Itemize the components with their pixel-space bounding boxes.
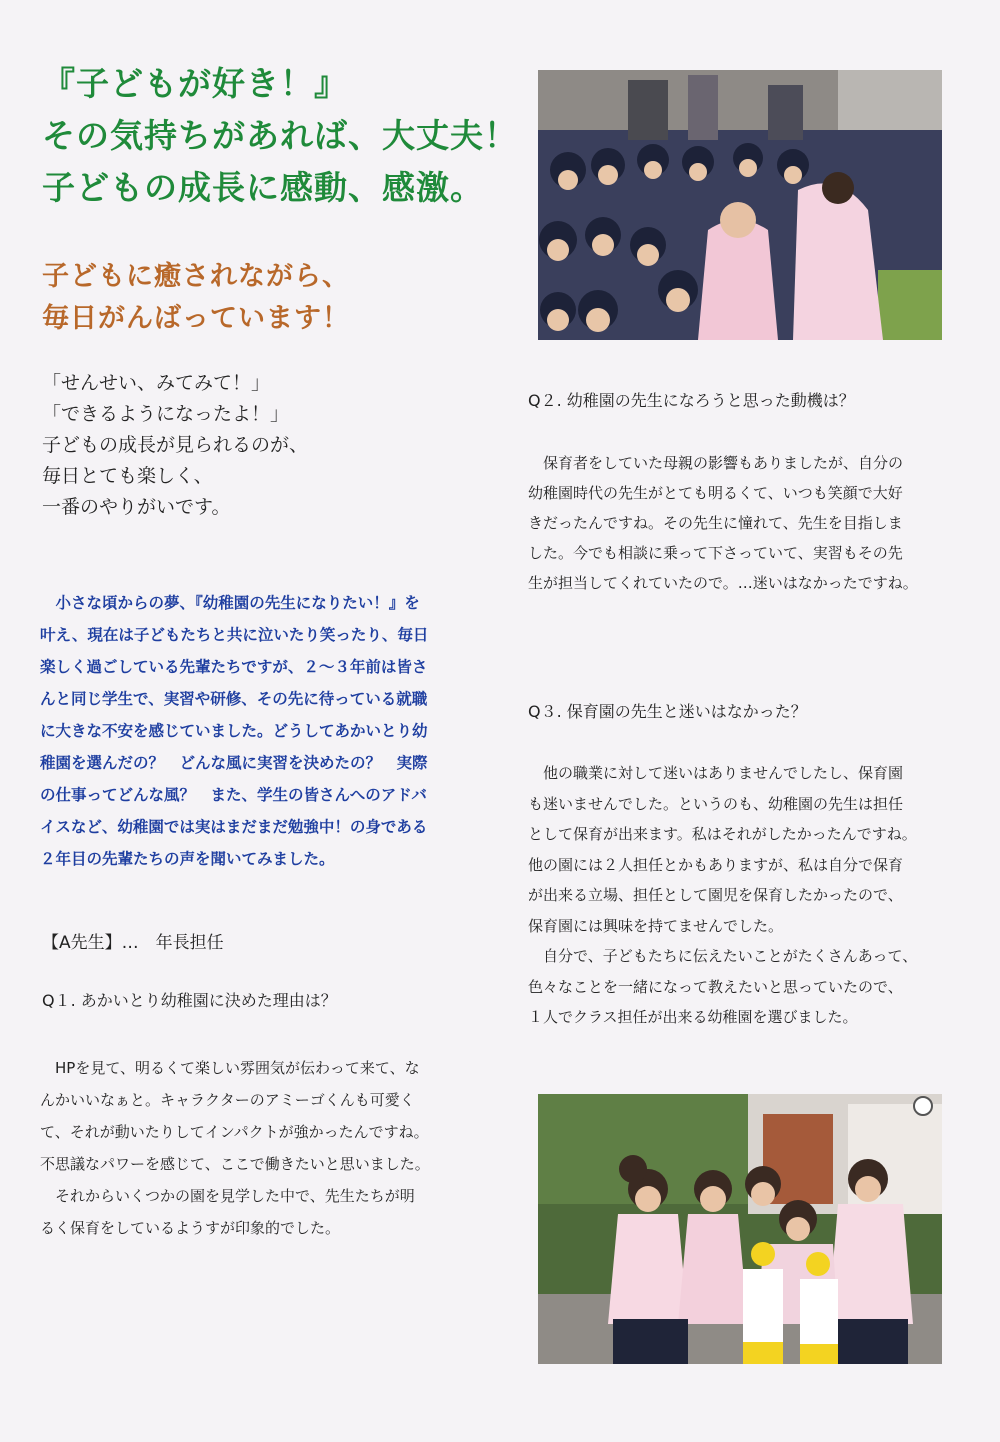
subheadline xyxy=(42,256,482,340)
answer-line: も迷いませんでした。というのも、幼稚園の先生は担任 xyxy=(528,794,904,813)
quote-line-1: 「せんせい、みてみて！」 xyxy=(42,372,271,394)
answer-line: それからいくつかの園を見学した中で、先生たちが明 xyxy=(40,1187,415,1205)
answer-line: 他の園には２人担任とかもありますが、私は自分で保育 xyxy=(528,855,904,874)
quote-line-2: 「できるようになったよ！」 xyxy=(42,403,290,425)
intro-line: 叶え、現在は子どもたちと共に泣いたり笑ったり、毎日 xyxy=(40,626,429,644)
answer-3 xyxy=(528,758,978,1033)
quote-line-4: 毎日とても楽しく、 xyxy=(42,465,213,487)
answer-line: HPを見て、明るくて楽しい雰囲気が伝わって来て、な xyxy=(40,1059,420,1077)
intro-line: ２年目の先輩たちの声を聞いてみました。 xyxy=(40,850,335,868)
intro-line: んと同じ学生で、実習や研修、その先に待っている就職 xyxy=(40,690,428,708)
teacher-heading: 【A先生】… 年長担任 xyxy=(42,933,224,953)
answer-line: として保育が出来ます。私はそれがしたかったんですね。 xyxy=(528,825,917,843)
headline-line-1: 『子どもが好き！』 xyxy=(42,64,348,103)
answer-line: 色々なことを一緒になって教えたいと思っていたので、 xyxy=(528,977,903,996)
intro-line: の仕事ってどんな風？ また、学生の皆さんへのアドバ xyxy=(40,786,427,804)
headline-line-2: その気持ちがあれば、大丈夫！ xyxy=(42,116,518,155)
question-1: Q１. あかいとり幼稚園に決めた理由は？ xyxy=(42,991,337,1010)
subheadline-line-2: 毎日がんばっています！ xyxy=(42,303,350,334)
answer-line: んかいいなぁと。キャラクターのアミーゴくんも可愛く xyxy=(40,1091,415,1109)
quote-line-3: 子どもの成長が見られるのが、 xyxy=(42,434,309,456)
answer-line: 自分で、子どもたちに伝えたいことがたくさんあって、 xyxy=(528,947,918,965)
photo-children-ceremony xyxy=(538,70,942,340)
answer-line: きだったんですね。その先生に憧れて、先生を目指しま xyxy=(528,514,903,532)
answer-line: 保育者をしていた母親の影響もありましたが、自分の xyxy=(528,454,904,472)
intro-line: 稚園を選んだの？ どんな風に実習を決めたの？ 実際 xyxy=(40,754,428,772)
answer-line: が出来る立場、担任として園児を保育したかったので、 xyxy=(528,886,903,904)
photo-teachers-group xyxy=(538,1094,942,1364)
headline xyxy=(42,58,522,214)
answer-1 xyxy=(40,1052,500,1244)
answer-line: るく保育をしているようすが印象的でした。 xyxy=(40,1219,341,1237)
quote-block xyxy=(42,368,482,523)
answer-line: １人でクラス担任が出来る幼稚園を選びました。 xyxy=(528,1008,858,1026)
headline-line-3: 子どもの成長に感動、感激。 xyxy=(42,168,484,207)
question-3: Q３. 保育園の先生と迷いはなかった？ xyxy=(528,702,807,721)
intro-line: に大きな不安を感じていました。どうしてあかいとり幼 xyxy=(40,722,428,740)
subheadline-line-1: 子どもに癒されながら、 xyxy=(42,261,350,292)
answer-line: した。今でも相談に乗って下さっていて、実習もその先 xyxy=(528,544,903,562)
question-2: Q２. 幼稚園の先生になろうと思った動機は？ xyxy=(528,391,855,410)
answer-2 xyxy=(528,448,978,598)
intro-paragraph xyxy=(40,587,490,875)
quote-line-5: 一番のやりがいです。 xyxy=(42,496,231,518)
answer-line: 保育園には興味を持てませんでした。 xyxy=(528,916,784,935)
answer-line: 他の職業に対して迷いはありませんでしたし、保育園 xyxy=(528,764,904,782)
answer-line: 不思議なパワーを感じて、ここで働きたいと思いました。 xyxy=(40,1155,430,1173)
intro-line: 小さな頃からの夢、『幼稚園の先生になりたい！』を xyxy=(40,594,420,612)
photo-teachers-group-image xyxy=(538,1094,942,1364)
intro-line: 楽しく過ごしている先輩たちですが、２～３年前は皆さ xyxy=(40,658,428,676)
answer-line: て、それが動いたりしてインパクトが強かったんですね。 xyxy=(40,1123,429,1141)
answer-line: 生が担当してくれていたので。…迷いはなかったですね。 xyxy=(528,574,918,592)
intro-line: イスなど、幼稚園では実はまだまだ勉強中！の身である xyxy=(40,818,428,836)
answer-line: 幼稚園時代の先生がとても明るくて、いつも笑顔で大好 xyxy=(528,484,903,502)
photo-children-ceremony-image xyxy=(538,70,942,340)
